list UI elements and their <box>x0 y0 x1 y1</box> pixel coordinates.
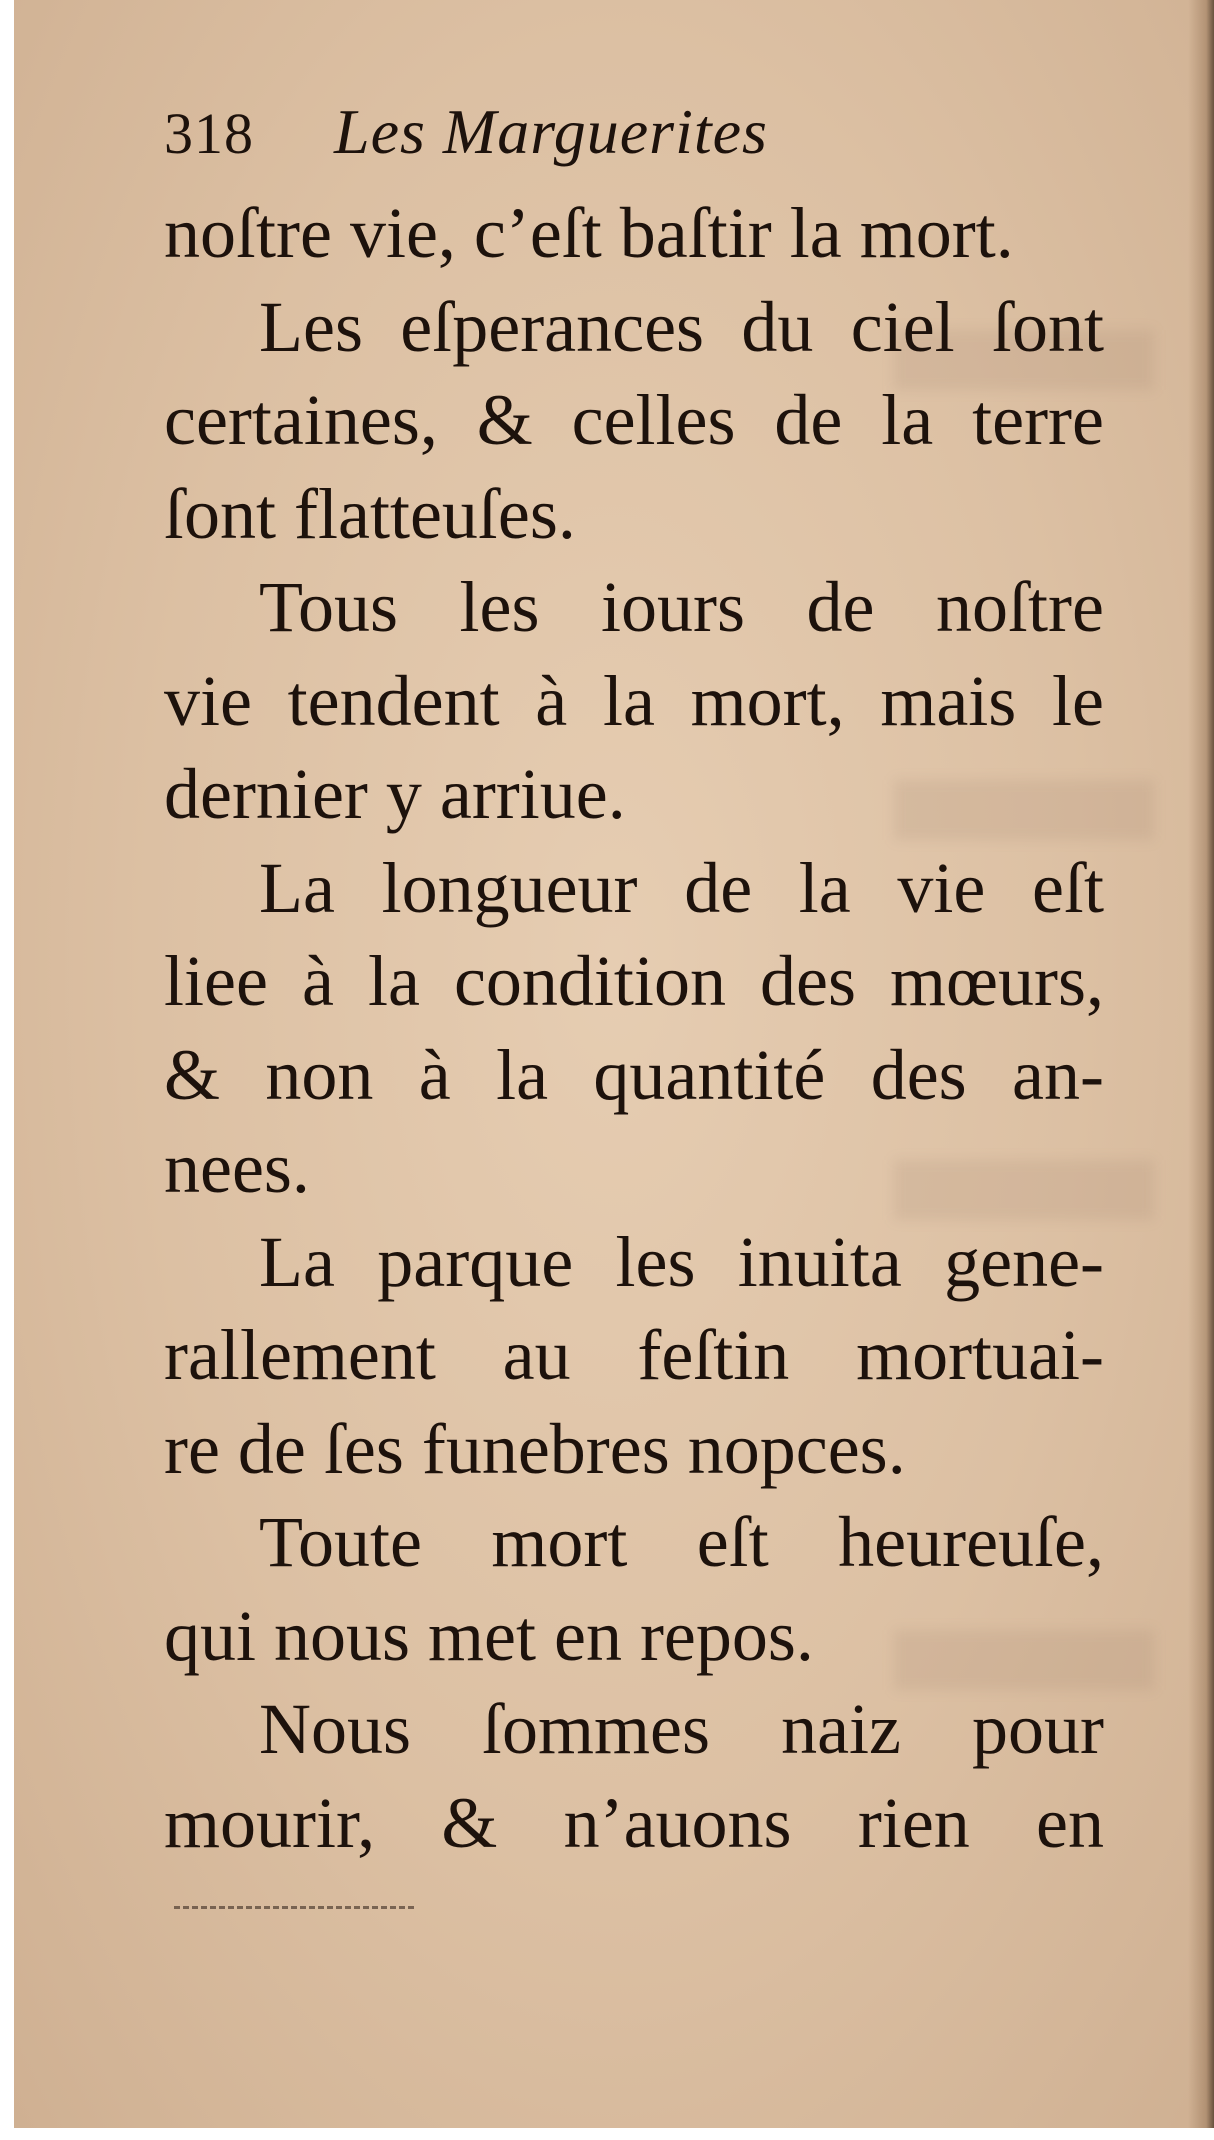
text-line: Les eſperances du ciel ſont <box>259 286 1104 367</box>
text-line: ſont flatteuſes. <box>164 473 576 554</box>
page-text <box>164 95 1104 1870</box>
text-line: liee à la condition des mœurs, <box>164 941 1104 1021</box>
text-line: Toute mort eſt heureuſe, <box>259 1502 1104 1582</box>
page-edge-shadow <box>1188 0 1214 2128</box>
footer-rule <box>174 1906 414 1909</box>
text-line: La longueur de la vie eſt <box>259 847 1104 928</box>
text-line: mourir, & n’auons rien en <box>164 1782 1104 1863</box>
text-line: qui nous met en repos. <box>164 1595 814 1676</box>
text-line: rallement au feſtin mortuai- <box>164 1315 1104 1395</box>
text-line: re de ſes funebres nopces. <box>164 1408 906 1489</box>
text-line: dernier y arriue. <box>164 754 626 834</box>
text-line: Nous ſommes naiz pour <box>259 1689 1104 1769</box>
text-line: & non à la quantité des an- <box>164 1034 1104 1115</box>
text-line: Tous les iours de noſtre <box>259 567 1104 647</box>
text-line: certaines, & celles de la terre <box>164 380 1104 460</box>
text-line: La parque les inuita gene- <box>259 1221 1104 1302</box>
text-line: vie tendent à la mort, mais le <box>164 660 1104 741</box>
running-title: Les Marguerites <box>334 96 768 167</box>
text-line: nees. <box>164 1128 310 1208</box>
page-number: 318 <box>164 101 254 166</box>
book-page <box>14 0 1214 2128</box>
running-header <box>164 95 1104 187</box>
text-line: noſtre vie, c’eſt baſtir la mort. <box>164 193 1014 273</box>
